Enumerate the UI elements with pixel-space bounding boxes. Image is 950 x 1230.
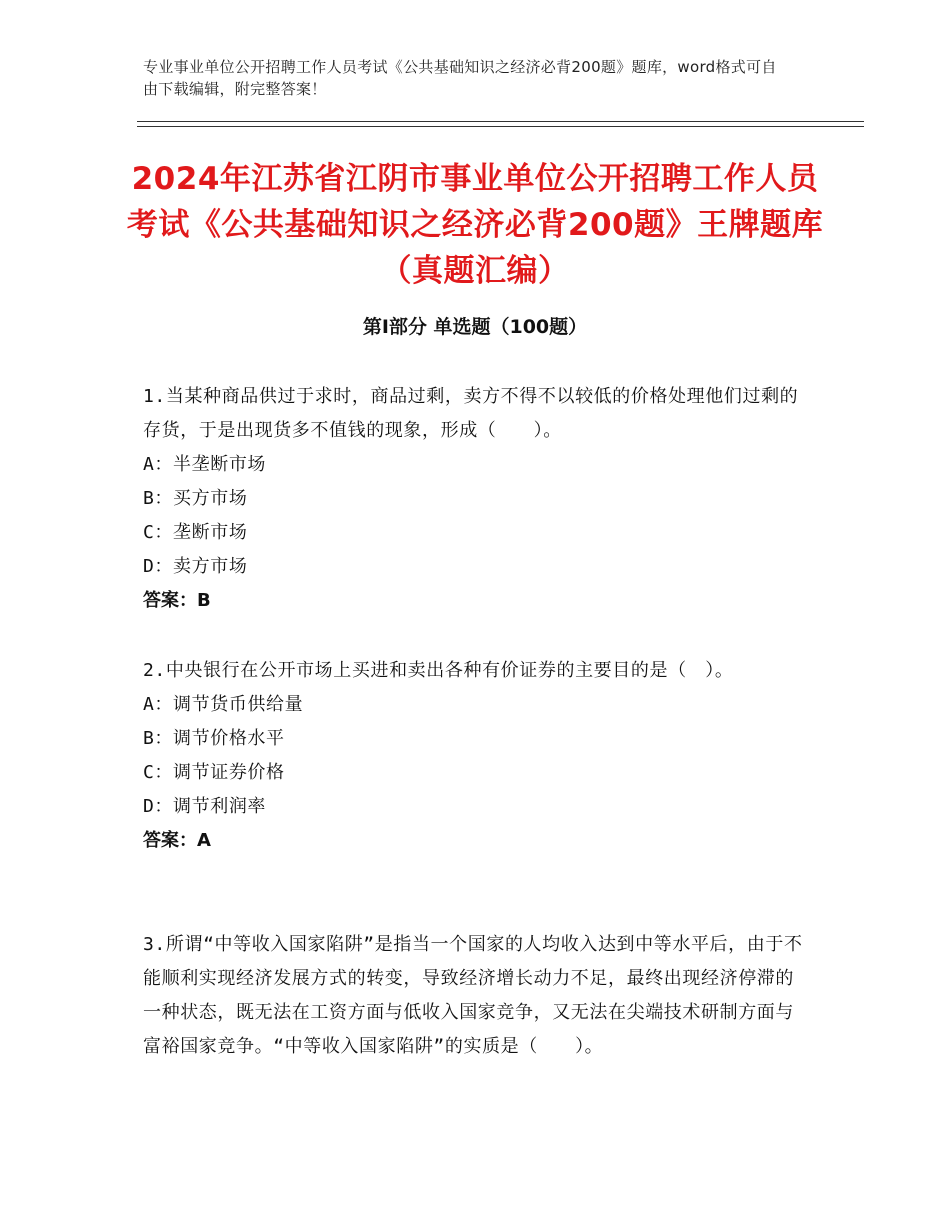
option-a: A：调节货币供给量	[143, 694, 304, 715]
section-title: 第Ⅰ部分 单选题（100题）	[362, 316, 588, 338]
answer: 答案：B	[143, 590, 211, 611]
option-d: D：卖方市场	[143, 556, 248, 577]
question-2	[143, 654, 803, 858]
header-rule-bottom	[137, 126, 864, 127]
question-stem: 2.中央银行在公开市场上买进和卖出各种有价证券的主要目的是（ ）。	[143, 660, 734, 681]
question-1	[143, 380, 803, 618]
option-c: C：垄断市场	[143, 522, 248, 543]
document-title: 2024年江苏省江阴市事业单位公开招聘工作人员考试《公共基础知识之经济必背200题》王牌题库（真题汇编）	[126, 161, 824, 289]
option-b: B：买方市场	[143, 488, 248, 509]
option-d: D：调节利润率	[143, 796, 267, 817]
header-note: 专业事业单位公开招聘工作人员考试《公共基础知识之经济必背200题》题库，word格式可自由下载编辑，附完整答案！	[143, 58, 777, 98]
question-stem: 1.当某种商品供过于求时，商品过剩，卖方不得不以较低的价格处理他们过剩的存货，于是出现货多不值钱的现象，形成（ ）。	[143, 386, 799, 441]
question-3	[143, 928, 803, 1064]
option-b: B：调节价格水平	[143, 728, 285, 749]
question-stem: 3.所谓“中等收入国家陷阱”是指当一个国家的人均收入达到中等水平后，由于不能顺利实现经济发展方式的转变，导致经济增长动力不足，最终出现经济停滞的一种状态，既无法在工资方面与低收入国家竞争，又无法在尖端技术研制方面与富裕国家竞争。“中等收入国家陷阱”的实质是（ ）。	[143, 934, 803, 1057]
answer: 答案：A	[143, 830, 211, 851]
option-a: A：半垄断市场	[143, 454, 267, 475]
header-rule-top	[137, 121, 864, 122]
option-c: C：调节证券价格	[143, 762, 285, 783]
